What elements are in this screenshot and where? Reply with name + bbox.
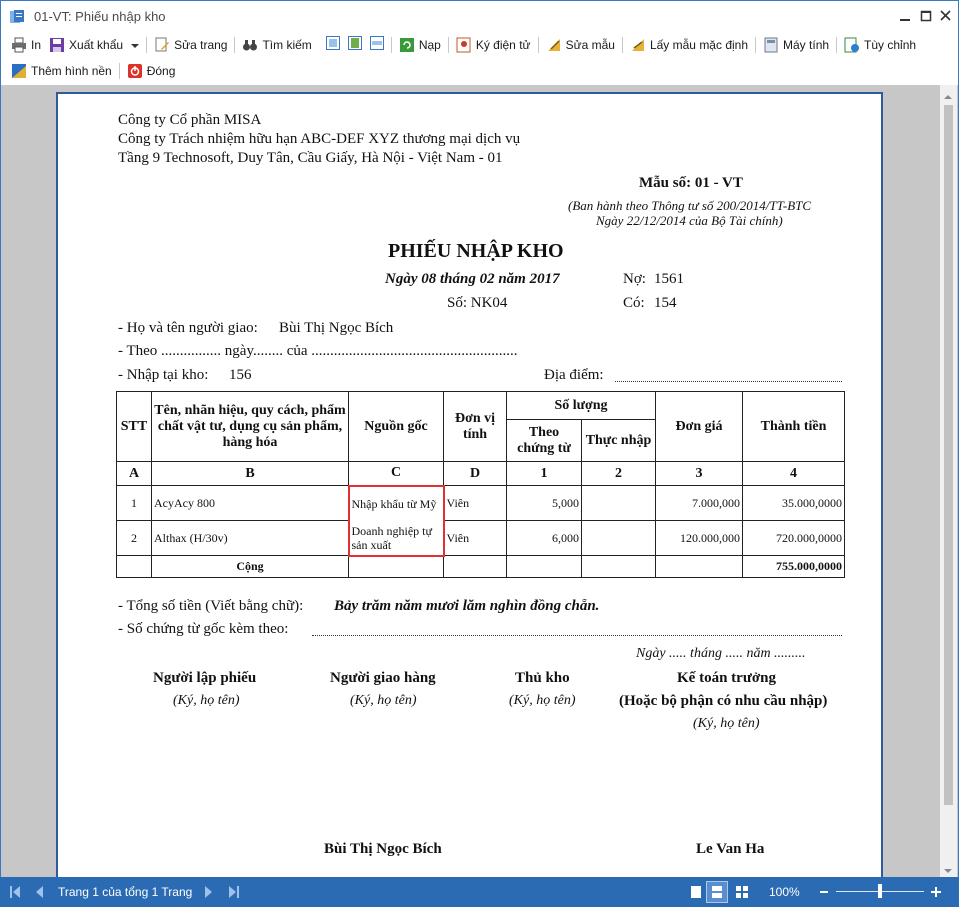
sign-note: (Ký, họ tên) [693,716,760,731]
title-bar [0,0,959,31]
table-row [117,521,845,556]
credit-label: Có: [623,295,645,311]
total-empty-cell [507,556,582,578]
background-image-icon [11,63,27,79]
debit-label: Nợ: [623,271,646,287]
edit-page-button[interactable]: Sửa trang [150,34,231,56]
row-origin: Nhập khẩu từ Mỹ [349,486,444,521]
refresh-icon [399,37,415,53]
total-empty-cell [582,556,656,578]
amount-in-words: Bảy trăm năm mươi lăm nghìn đồng chẵn. [334,598,600,614]
page-width-icon [348,36,362,55]
header-item-name: Tên, nhãn hiệu, quy cách, phẩm chất vật tư, dụng cụ sản phẩm, hàng hóa [152,392,349,462]
row-unit-price: 7.000,000 [656,486,743,521]
header-unit: Đơn vị tính [444,392,507,462]
load-button[interactable]: Nạp [395,34,445,56]
toolbar [0,31,959,85]
row-item-name: AcyAcy 800 [152,486,349,521]
separator [448,37,449,53]
form-number: Mẫu số: 01 - VT [639,175,743,191]
first-page-icon[interactable] [9,885,21,899]
row-amount: 35.000,0000 [743,486,845,521]
attached-docs-dotted-line [312,635,842,636]
table-total-row [117,556,845,578]
attached-docs-label: - Số chứng từ gốc kèm theo: [118,621,289,637]
scroll-down-icon[interactable] [943,863,953,873]
sign-deliverer-title: Người giao hàng [330,670,436,686]
deliverer-label: - Họ và tên người giao: [118,320,258,336]
maximize-button[interactable] [915,5,937,27]
row-qty-actual [582,486,656,521]
row-qty-actual [582,521,656,556]
separator [234,37,235,53]
document-number: Số: NK04 [447,295,508,311]
chevron-down-icon[interactable] [131,38,139,52]
total-empty-cell [349,556,444,578]
previous-page-icon[interactable] [34,885,44,899]
two-page-view-icon[interactable] [706,881,728,903]
edit-template-button[interactable]: Sửa mẫu [542,34,619,56]
document-date: Ngày 08 tháng 02 năm 2017 [385,271,560,287]
default-template-icon [630,37,646,53]
add-background-button[interactable]: Thêm hình nền [7,60,116,82]
header-origin: Nguồn gốc [349,392,444,462]
code-cell: A [117,462,152,486]
code-cell: 4 [743,462,845,486]
separator [119,63,120,79]
close-button[interactable]: Đóng [123,60,180,82]
row-origin: Doanh nghiệp tự sản xuất [349,521,444,556]
header-qty-document: Theo chứng từ [507,420,582,462]
edit-page-icon [154,37,170,53]
e-sign-button[interactable]: Ký điện tử [452,34,535,56]
row-qty-document: 6,000 [507,521,582,556]
deliverer-value: Bùi Thị Ngọc Bích [279,320,394,336]
vertical-scrollbar[interactable] [940,85,957,877]
sign-preparer-title: Người lập phiếu [153,670,257,686]
document-page [56,92,883,877]
zoom-level: 100% [769,885,800,899]
header-amount: Thành tiền [743,392,845,462]
window-title: 01-VT: Phiếu nhập kho [34,9,166,24]
search-button[interactable]: Tìm kiếm [238,34,315,56]
printer-icon [11,37,27,53]
multi-page-icon [370,36,384,55]
preparer-name: Bùi Thị Ngọc Bích [324,841,442,857]
calculator-icon [763,37,779,53]
default-template-button[interactable]: Lấy mẫu mặc định [626,34,752,56]
customize-button[interactable]: Tùy chỉnh [840,34,920,56]
zoom-out-icon[interactable] [819,885,829,899]
sign-note: (Ký, họ tên) [350,693,417,708]
reference-line: - Theo ................ ngày........ của ....................................................... [118,343,518,359]
sign-accountant-subtitle: (Hoặc bộ phận có nhu cầu nhập) [619,693,828,709]
warehouse-label: - Nhập tại kho: [118,367,209,383]
company-name: Công ty Cổ phần MISA [118,112,262,128]
header-unit-price: Đơn giá [656,392,743,462]
separator [146,37,147,53]
company-address: Tầng 9 Technosoft, Duy Tân, Cầu Giấy, Hà Nội - Việt Nam - 01 [118,150,503,166]
page-info: Trang 1 của tổng 1 Trang [58,885,193,899]
page-view-icon [326,36,340,55]
print-button[interactable]: In [7,34,45,56]
view-multi-page-button[interactable] [366,34,388,56]
separator [836,37,837,53]
separator [538,37,539,53]
total-empty-cell [117,556,152,578]
save-icon [49,37,65,53]
credit-value: 154 [654,295,677,311]
view-page-width-button[interactable] [344,34,366,56]
sign-note: (Ký, họ tên) [509,693,576,708]
total-empty-cell [656,556,743,578]
row-stt: 2 [117,521,152,556]
debit-value: 1561 [654,271,684,287]
separator [755,37,756,53]
code-cell: C [349,462,444,486]
separator [391,37,392,53]
status-bar [0,877,959,907]
row-amount: 720.000,0000 [743,521,845,556]
total-label: Cộng [152,556,349,578]
separator [622,37,623,53]
multi-page-view-icon[interactable] [735,885,749,899]
items-table [116,391,845,578]
app-icon [9,9,25,25]
sign-storekeeper-title: Thủ kho [515,670,570,686]
single-page-view-icon[interactable] [690,885,702,899]
binoculars-icon [242,37,258,53]
scroll-up-icon[interactable] [943,89,953,99]
total-amount: 755.000,0000 [743,556,845,578]
company-name-2: Công ty Trách nhiệm hữu hạn ABC-DEF XYZ thương mại dịch vụ [118,131,521,147]
row-unit: Viên [444,521,507,556]
code-cell: D [444,462,507,486]
signature-icon [456,37,472,53]
location-label: Địa điểm: [544,367,604,383]
toolbar-row-1 [7,33,920,57]
customize-icon [844,37,860,53]
regulation-line-2: Ngày 22/12/2014 của Bộ Tài chính) [596,213,783,228]
view-single-page-button[interactable] [322,34,344,56]
document-title: PHIẾU NHẬP KHO [388,240,564,262]
scroll-thumb[interactable] [944,105,953,805]
total-empty-cell [444,556,507,578]
toolbar-row-2 [7,59,179,83]
sign-accountant-title: Kế toán trưởng [677,670,776,686]
location-dotted-line [615,381,842,382]
amount-in-words-label: - Tổng số tiền (Viết bằng chữ): [118,598,304,614]
zoom-in-icon[interactable] [930,885,942,899]
next-page-icon[interactable] [204,885,214,899]
close-window-button[interactable] [935,5,957,27]
accountant-name: Le Van Ha [696,841,765,857]
row-unit-price: 120.000,000 [656,521,743,556]
table-row [117,486,845,521]
row-item-name: Althax (H/30v) [152,521,349,556]
sign-note: (Ký, họ tên) [173,693,240,708]
code-cell: 3 [656,462,743,486]
export-button[interactable]: Xuất khẩu [45,34,143,56]
last-page-icon[interactable] [228,885,240,899]
report-preview[interactable] [0,85,959,877]
minimize-button[interactable] [894,5,916,27]
header-quantity: Số lượng [507,392,656,420]
header-stt: STT [117,392,152,462]
sign-date: Ngày ..... tháng ..... năm ......... [636,646,806,661]
edit-template-icon [546,37,562,53]
regulation-line-1: (Ban hành theo Thông tư số 200/2014/TT-BTC [568,198,812,213]
calculator-button[interactable]: Máy tính [759,34,833,56]
code-cell: 1 [507,462,582,486]
zoom-slider-handle[interactable] [878,884,882,898]
power-icon [127,63,143,79]
code-cell: B [152,462,349,486]
row-qty-document: 5,000 [507,486,582,521]
row-unit: Viên [444,486,507,521]
code-cell: 2 [582,462,656,486]
header-qty-actual: Thực nhập [582,420,656,462]
warehouse-value: 156 [229,367,252,383]
row-stt: 1 [117,486,152,521]
